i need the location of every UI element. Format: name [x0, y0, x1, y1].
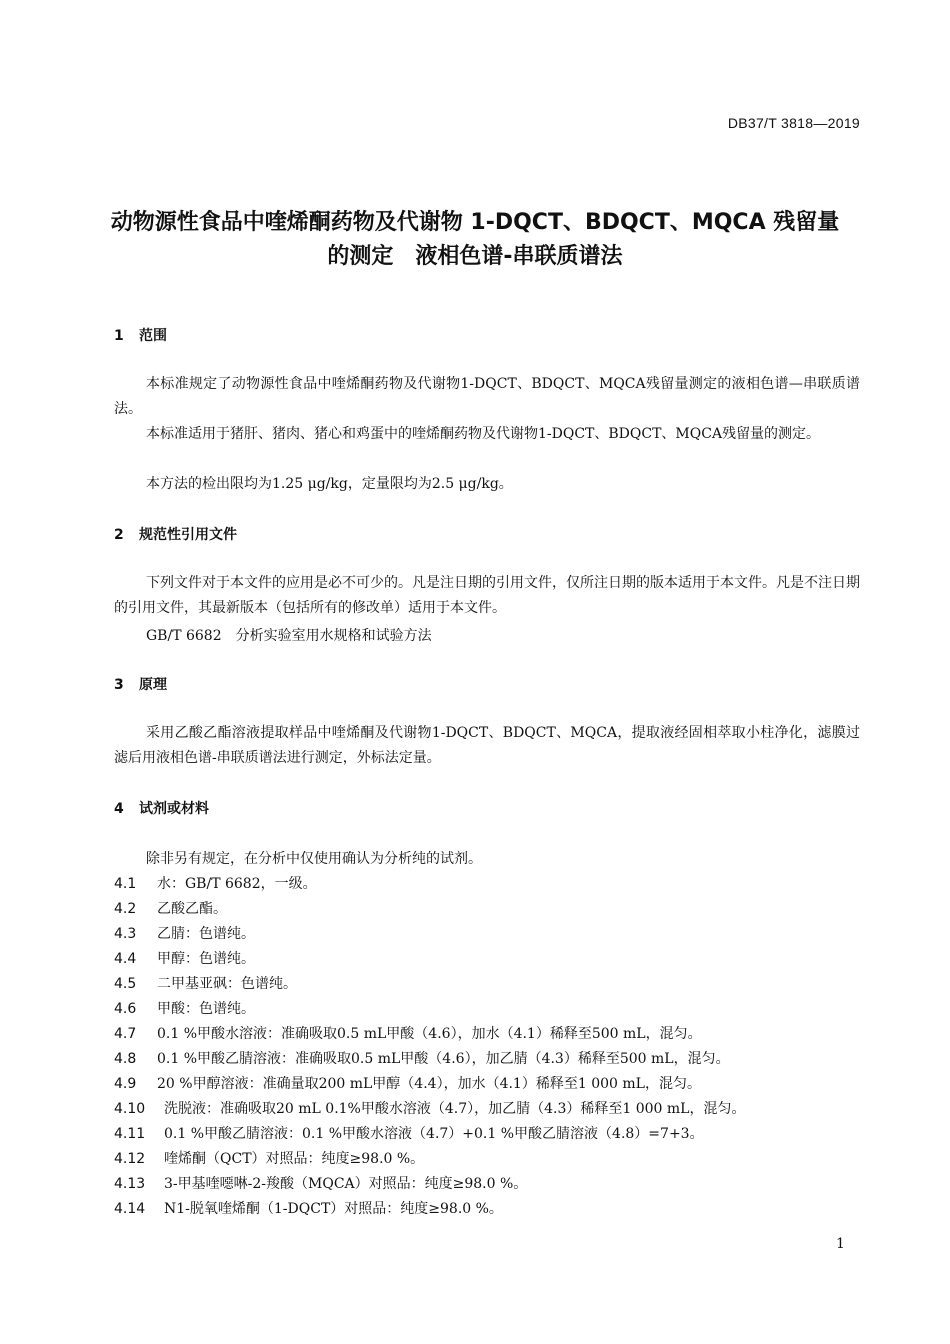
item-text: 乙腈：色谱纯。	[157, 926, 255, 942]
section-1-heading	[114, 325, 167, 345]
title-line-1: 动物源性食品中喹烯酮药物及代谢物 1-DQCT、BDQCT、MQCA 残留量	[110, 210, 840, 235]
section-4-intro: 除非另有规定，在分析中仅使用确认为分析纯的试剂。	[146, 851, 482, 867]
item-text: 水：GB/T 6682，一级。	[157, 876, 317, 892]
item-text: 二甲基亚砜：色谱纯。	[157, 976, 297, 992]
normative-reference: GB/T 6682 分析实验室用水规格和试验方法	[146, 628, 432, 644]
list-item	[114, 1173, 527, 1193]
item-number: 4.11	[114, 1126, 146, 1142]
item-text: 3-甲基喹噁啉-2-羧酸（MQCA）对照品：纯度≥98.0 %。	[164, 1176, 528, 1192]
section-2-paragraph-1: 下列文件对于本文件的应用是必不可少的。凡是注日期的引用文件，仅所注日期的版本适用于本文件。凡是不注日期的引用文件，其最新版本（包括所有的修改单）适用于本文件。	[114, 575, 860, 616]
list-item	[114, 923, 255, 943]
section-title: 范围	[139, 328, 167, 344]
title-line-2: 的测定 液相色谱-串联质谱法	[327, 244, 623, 269]
list-item	[114, 1198, 503, 1218]
section-2-heading	[114, 524, 237, 544]
section-4-heading	[114, 798, 209, 818]
section-1-paragraph-1: 本标准规定了动物源性食品中喹烯酮药物及代谢物1-DQCT、BDQCT、MQCA残留量测定的液相色谱—串联质谱法。	[114, 376, 860, 417]
section-number: 3	[114, 677, 124, 693]
page-number: 1	[836, 1236, 845, 1252]
item-text: 0.1 %甲酸乙腈溶液：0.1 %甲酸水溶液（4.7）+0.1 %甲酸乙腈溶液（4.8）=7+3。	[164, 1126, 704, 1142]
list-item	[114, 973, 297, 993]
section-number: 4	[114, 801, 124, 817]
item-number: 4.7	[114, 1026, 137, 1042]
item-text: 甲醇：色谱纯。	[157, 951, 255, 967]
list-item	[114, 1073, 701, 1093]
section-1-paragraph-3: 本方法的检出限均为1.25 μg/kg，定量限均为2.5 μg/kg。	[146, 476, 513, 492]
item-text: 洗脱液：准确吸取20 mL 0.1%甲酸水溶液（4.7），加乙腈（4.3）稀释至1 000 mL，混匀。	[164, 1101, 746, 1117]
section-title: 原理	[139, 677, 167, 693]
item-text: 乙酸乙酯。	[157, 901, 227, 917]
section-3-heading	[114, 674, 167, 694]
list-item	[114, 898, 227, 918]
item-number: 4.6	[114, 1001, 137, 1017]
section-1-paragraph-2: 本标准适用于猪肝、猪肉、猪心和鸡蛋中的喹烯酮药物及代谢物1-DQCT、BDQCT、MQCA残留量的测定。	[146, 426, 821, 442]
list-item	[114, 1048, 730, 1068]
item-text: 喹烯酮（QCT）对照品：纯度≥98.0 %。	[164, 1151, 425, 1167]
section-title: 试剂或材料	[139, 801, 209, 817]
item-number: 4.2	[114, 901, 137, 917]
section-3-paragraph-1: 采用乙酸乙酯溶液提取样品中喹烯酮及代谢物1-DQCT、BDQCT、MQCA，提取液经固相萃取小柱净化，滤膜过滤后用液相色谱-串联质谱法进行测定，外标法定量。	[114, 725, 860, 766]
item-number: 4.1	[114, 876, 137, 892]
item-text: 20 %甲醇溶液：准确量取200 mL甲醇（4.4），加水（4.1）稀释至1 000 mL，混匀。	[157, 1076, 701, 1092]
list-item	[114, 873, 317, 893]
item-text: 甲酸：色谱纯。	[157, 1001, 255, 1017]
list-item	[114, 998, 255, 1018]
item-text: 0.1 %甲酸水溶液：准确吸取0.5 mL甲酸（4.6），加水（4.1）稀释至500 mL，混匀。	[157, 1026, 702, 1042]
list-item	[114, 948, 255, 968]
item-number: 4.14	[114, 1201, 146, 1217]
standard-number: DB37/T 3818—2019	[727, 115, 860, 131]
item-number: 4.9	[114, 1076, 137, 1092]
item-number: 4.13	[114, 1176, 146, 1192]
section-number: 2	[114, 527, 124, 543]
item-text: 0.1 %甲酸乙腈溶液：准确吸取0.5 mL甲酸（4.6），加乙腈（4.3）稀释至500 mL，混匀。	[157, 1051, 730, 1067]
document-title	[90, 206, 860, 274]
item-number: 4.5	[114, 976, 137, 992]
item-number: 4.8	[114, 1051, 137, 1067]
item-number: 4.12	[114, 1151, 146, 1167]
item-number: 4.4	[114, 951, 137, 967]
item-number: 4.10	[114, 1101, 146, 1117]
item-text: N1-脱氧喹烯酮（1-DQCT）对照品：纯度≥98.0 %。	[164, 1201, 503, 1217]
list-item	[114, 1148, 424, 1168]
list-item	[114, 1023, 702, 1043]
item-number: 4.3	[114, 926, 137, 942]
section-number: 1	[114, 328, 124, 344]
section-title: 规范性引用文件	[139, 527, 237, 543]
list-item	[114, 1098, 745, 1118]
list-item	[114, 1123, 704, 1143]
